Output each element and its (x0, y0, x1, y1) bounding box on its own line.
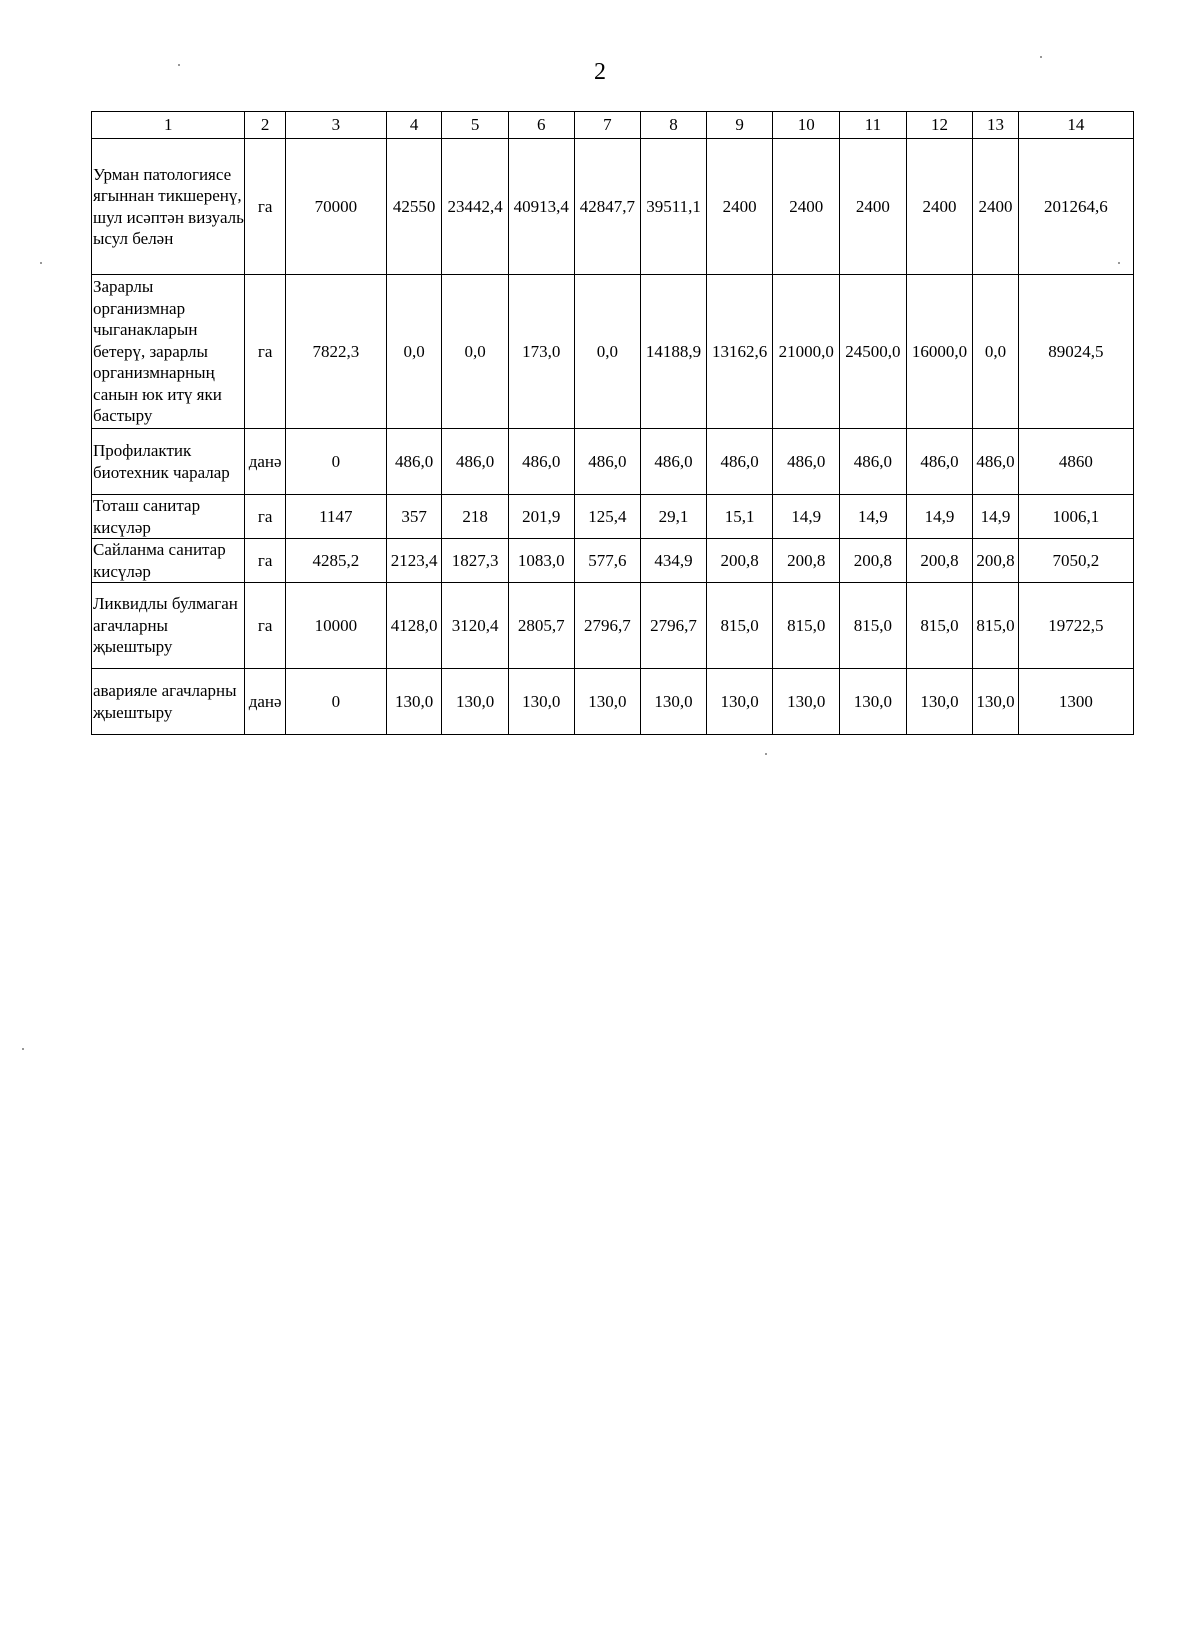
value-cell: 2796,7 (574, 583, 641, 669)
value-cell: 130,0 (840, 669, 907, 735)
value-cell: 357 (386, 495, 442, 539)
header-cell: 6 (508, 112, 574, 139)
value-cell: 815,0 (906, 583, 973, 669)
header-cell: 11 (840, 112, 907, 139)
scan-speck (1040, 56, 1042, 58)
row-name-cell: аварияле агачларны җыештыру (92, 669, 245, 735)
value-cell: 14188,9 (641, 275, 707, 429)
value-cell: 10000 (285, 583, 386, 669)
value-cell: 200,8 (973, 539, 1018, 583)
header-cell: 1 (92, 112, 245, 139)
value-cell: 0,0 (442, 275, 509, 429)
value-cell: 130,0 (906, 669, 973, 735)
value-cell: 130,0 (641, 669, 707, 735)
value-cell: 0,0 (386, 275, 442, 429)
value-cell: 1147 (285, 495, 386, 539)
value-cell: 19722,5 (1018, 583, 1133, 669)
row-name-cell: Зарарлы организмнар чыганакларын бетерү, зарарлы организмнарның санын юк итү яки бастыру (92, 275, 245, 429)
unit-cell: данә (245, 669, 285, 735)
value-cell: 21000,0 (773, 275, 840, 429)
value-cell: 7822,3 (285, 275, 386, 429)
table-row (92, 429, 1134, 495)
table-row (92, 495, 1134, 539)
row-name-cell: Ликвидлы булмаган агачларны җыештыру (92, 583, 245, 669)
header-cell: 8 (641, 112, 707, 139)
header-cell: 9 (706, 112, 773, 139)
header-cell: 13 (973, 112, 1018, 139)
unit-cell: га (245, 583, 285, 669)
value-cell: 577,6 (574, 539, 641, 583)
value-cell: 14,9 (773, 495, 840, 539)
value-cell: 4860 (1018, 429, 1133, 495)
value-cell: 130,0 (574, 669, 641, 735)
scan-speck (1118, 262, 1120, 264)
row-name-cell: Тоташ санитар кисүләр (92, 495, 245, 539)
value-cell: 815,0 (973, 583, 1018, 669)
value-cell: 815,0 (706, 583, 773, 669)
value-cell: 13162,6 (706, 275, 773, 429)
value-cell: 1083,0 (508, 539, 574, 583)
row-name-cell: Сайланма санитар кисүләр (92, 539, 245, 583)
value-cell: 200,8 (840, 539, 907, 583)
value-cell: 70000 (285, 139, 386, 275)
header-cell: 2 (245, 112, 285, 139)
value-cell: 200,8 (906, 539, 973, 583)
value-cell: 1006,1 (1018, 495, 1133, 539)
value-cell: 130,0 (508, 669, 574, 735)
scan-speck (22, 1048, 24, 1050)
value-cell: 486,0 (386, 429, 442, 495)
header-cell: 7 (574, 112, 641, 139)
header-cell: 5 (442, 112, 509, 139)
value-cell: 200,8 (773, 539, 840, 583)
table-row (92, 669, 1134, 735)
value-cell: 1300 (1018, 669, 1133, 735)
value-cell: 1827,3 (442, 539, 509, 583)
value-cell: 4128,0 (386, 583, 442, 669)
value-cell: 2123,4 (386, 539, 442, 583)
unit-cell: га (245, 495, 285, 539)
table-row (92, 539, 1134, 583)
value-cell: 2796,7 (641, 583, 707, 669)
unit-cell: га (245, 139, 285, 275)
value-cell: 2400 (773, 139, 840, 275)
value-cell: 173,0 (508, 275, 574, 429)
header-cell: 4 (386, 112, 442, 139)
value-cell: 130,0 (442, 669, 509, 735)
unit-cell: данә (245, 429, 285, 495)
header-cell: 14 (1018, 112, 1133, 139)
row-name-cell: Урман патологиясе ягыннан тикшеренү, шул исәптән визуаль ысул белән (92, 139, 245, 275)
value-cell: 486,0 (906, 429, 973, 495)
value-cell: 42847,7 (574, 139, 641, 275)
value-cell: 486,0 (442, 429, 509, 495)
value-cell: 0 (285, 669, 386, 735)
header-cell: 12 (906, 112, 973, 139)
value-cell: 14,9 (840, 495, 907, 539)
scan-speck (40, 262, 42, 264)
value-cell: 42550 (386, 139, 442, 275)
value-cell: 486,0 (840, 429, 907, 495)
value-cell: 14,9 (906, 495, 973, 539)
value-cell: 201,9 (508, 495, 574, 539)
value-cell: 434,9 (641, 539, 707, 583)
value-cell: 3120,4 (442, 583, 509, 669)
value-cell: 201264,6 (1018, 139, 1133, 275)
value-cell: 486,0 (706, 429, 773, 495)
value-cell: 815,0 (840, 583, 907, 669)
value-cell: 130,0 (973, 669, 1018, 735)
value-cell: 0 (285, 429, 386, 495)
scan-speck (178, 64, 180, 66)
value-cell: 486,0 (773, 429, 840, 495)
header-row (92, 112, 1134, 139)
table-row (92, 275, 1134, 429)
value-cell: 14,9 (973, 495, 1018, 539)
data-table (91, 111, 1134, 735)
value-cell: 815,0 (773, 583, 840, 669)
value-cell: 0,0 (574, 275, 641, 429)
scan-speck (765, 753, 767, 755)
value-cell: 486,0 (641, 429, 707, 495)
value-cell: 40913,4 (508, 139, 574, 275)
value-cell: 486,0 (508, 429, 574, 495)
value-cell: 218 (442, 495, 509, 539)
value-cell: 2400 (973, 139, 1018, 275)
value-cell: 23442,4 (442, 139, 509, 275)
value-cell: 130,0 (773, 669, 840, 735)
value-cell: 89024,5 (1018, 275, 1133, 429)
table-row (92, 139, 1134, 275)
value-cell: 2400 (840, 139, 907, 275)
value-cell: 2400 (706, 139, 773, 275)
table-row (92, 583, 1134, 669)
unit-cell: га (245, 539, 285, 583)
value-cell: 4285,2 (285, 539, 386, 583)
value-cell: 0,0 (973, 275, 1018, 429)
header-cell: 10 (773, 112, 840, 139)
row-name-cell: Профилактик биотехник чаралар (92, 429, 245, 495)
value-cell: 2400 (906, 139, 973, 275)
value-cell: 486,0 (973, 429, 1018, 495)
page-number: 2 (594, 59, 606, 85)
value-cell: 200,8 (706, 539, 773, 583)
unit-cell: га (245, 275, 285, 429)
value-cell: 130,0 (386, 669, 442, 735)
value-cell: 125,4 (574, 495, 641, 539)
value-cell: 16000,0 (906, 275, 973, 429)
header-cell: 3 (285, 112, 386, 139)
value-cell: 486,0 (574, 429, 641, 495)
value-cell: 7050,2 (1018, 539, 1133, 583)
value-cell: 29,1 (641, 495, 707, 539)
value-cell: 24500,0 (840, 275, 907, 429)
value-cell: 2805,7 (508, 583, 574, 669)
value-cell: 39511,1 (641, 139, 707, 275)
value-cell: 130,0 (706, 669, 773, 735)
value-cell: 15,1 (706, 495, 773, 539)
